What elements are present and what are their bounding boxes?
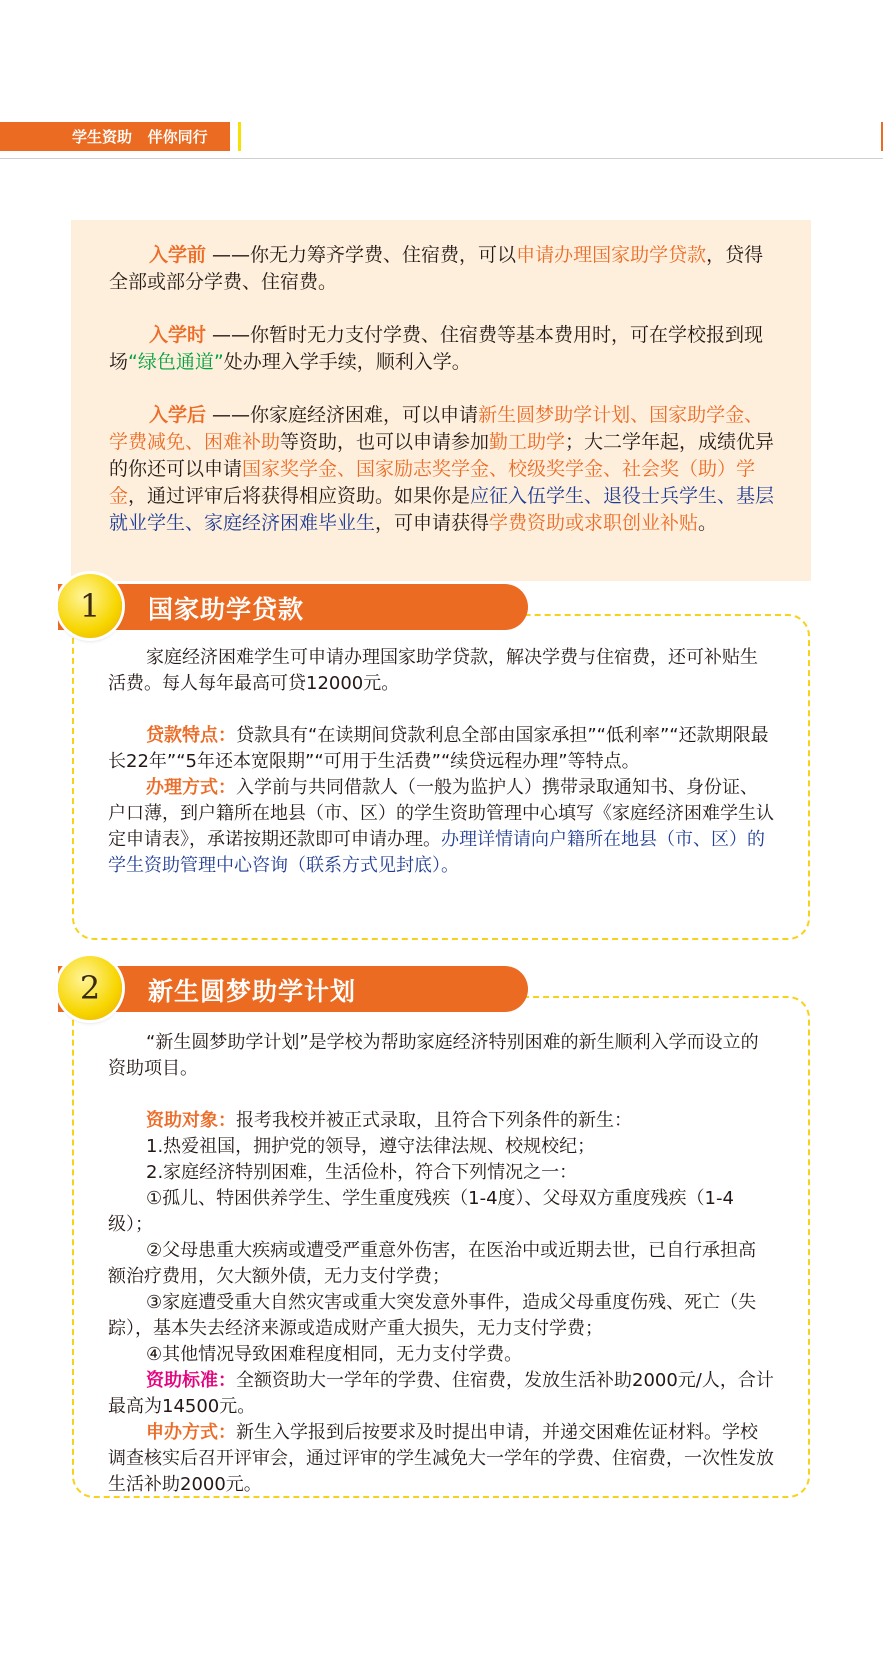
sub-condition-1: ①孤儿、特困供养学生、学生重度残疾（1-4度）、父母双方重度残疾（1-4级）； — [108, 1188, 734, 1235]
condition-1: 1.热爱祖国，拥护党的领导，遵守法律法规、校规校纪； — [146, 1136, 596, 1157]
eligible-groups: 应征入伍学生、退役士兵学生、基层就业学生、家庭经济困难毕业生 — [109, 485, 775, 534]
intro-text: ，通过评审后将获得相应资助。如果你是 — [128, 485, 471, 507]
intro-text: ；大二学年起，成绩优异的你还可以申请 — [109, 431, 775, 480]
intro-text: 。 — [698, 512, 718, 534]
section1-banner — [58, 584, 528, 630]
header-divider — [238, 122, 241, 151]
consult-note: 办理详情请向户籍所在地县（市、区）的学生资助管理中心咨询（联系方式见封底）。 — [108, 829, 765, 876]
procedure-text: 入学前与共同借款人（一般为监护人）携带录取通知书、身份证、户口薄，到户籍所在地县（市、区）的学生资助管理中心填写《家庭经济困难学生认定申请表》，承诺按期还款即可申请办理。 — [108, 777, 774, 850]
section1-body — [108, 645, 774, 879]
section1-features — [108, 723, 774, 775]
target-text: 报考我校并被正式录取，且符合下列条件的新生： — [236, 1110, 632, 1131]
sub-condition-2: ②父母患重大疾病或遭受严重意外伤害，在医治中或近期去世，已自行承担高额治疗费用，欠大额外债，无力支付学费； — [108, 1240, 757, 1287]
label-standard: 资助标准： — [146, 1370, 236, 1391]
section2-application — [108, 1420, 774, 1498]
section2-body — [108, 1030, 774, 1498]
features-text: 贷款具有“在读期间贷款利息全部由国家承担”“低利率”“还款期限最长22年”“5年还本宽限期”“可用于生活费”“续贷远程办理”等特点。 — [108, 725, 769, 772]
intro-box — [71, 220, 811, 581]
sub-condition-3: ③家庭遭受重大自然灾害或重大突发意外事件，造成父母重度伤残、死亡（失踪），基本失去经济来源或造成财产重大损失，无力支付学费； — [108, 1292, 757, 1339]
green-channel: “绿色通道” — [128, 351, 224, 373]
intro-text: 等资助，也可以申请参加 — [280, 431, 490, 453]
section1-procedure — [108, 775, 774, 879]
label-features: 贷款特点： — [146, 725, 236, 746]
scholarships: 国家奖学金、国家励志奖学金、校级奖学金、社会奖（助）学金 — [109, 458, 756, 507]
loan-link: 申请办理国家助学贷款 — [516, 244, 707, 266]
section1-intro: 家庭经济困难学生可申请办理国家助学贷款，解决学费与住宿费，还可补贴生活费。每人每年最高可贷12000元。 — [108, 647, 758, 694]
intro-lead-after: 入学后 — [149, 404, 207, 426]
label-procedure: 办理方式： — [146, 777, 236, 798]
tuition-subsidy: 学费资助或求职创业补贴 — [489, 512, 699, 534]
standard-text: 全额资助大一学年的学费、住宿费，发放生活补助2000元/人，合计最高为14500元。 — [108, 1370, 774, 1417]
intro-text: ——你暂时无力支付学费、住宿费等基本费用时，可在学校报到现场 — [109, 324, 764, 373]
section2-target — [108, 1108, 774, 1134]
header-rule — [0, 158, 883, 159]
intro-paragraph-before — [109, 242, 781, 296]
label-target: 资助对象： — [146, 1110, 236, 1131]
intro-text: ，贷得全部或部分学费、住宿费。 — [109, 244, 764, 293]
intro-lead-before: 入学前 — [149, 244, 207, 266]
work-study: 勤工助学 — [489, 431, 566, 453]
intro-text: ，可申请获得 — [375, 512, 490, 534]
intro-text: ——你家庭经济困难，可以申请 — [206, 404, 479, 426]
intro-paragraph-during — [109, 322, 781, 376]
section2-standard — [108, 1368, 774, 1420]
section2-banner — [58, 966, 528, 1012]
intro-text: ——你无力筹齐学费、住宿费，可以 — [206, 244, 517, 266]
condition-2: 2.家庭经济特别困难，生活俭朴，符合下列情况之一： — [146, 1162, 578, 1183]
aid-items: 新生圆梦助学计划、国家助学金、学费减免、困难补助 — [109, 404, 764, 453]
section1-title: 国家助学贷款 — [148, 595, 305, 624]
label-application: 申办方式： — [146, 1422, 236, 1443]
sub-condition-4: ④其他情况导致困难程度相同，无力支付学费。 — [146, 1344, 523, 1365]
intro-paragraph-after — [109, 402, 781, 537]
intro-lead-during: 入学时 — [149, 324, 207, 346]
section1-number-badge: 1 — [58, 574, 122, 638]
section2-intro: “新生圆梦助学计划”是学校为帮助家庭经济特别困难的新生顺利入学而设立的资助项目。 — [108, 1032, 759, 1079]
intro-text: 处办理入学手续，顺利入学。 — [223, 351, 471, 373]
header-title: 学生资助 伴你同行 — [72, 128, 208, 146]
section2-title: 新生圆梦助学计划 — [148, 977, 357, 1006]
application-text: 新生入学报到后按要求及时提出申请，并递交困难佐证材料。学校调查核实后召开评审会，通过评审的学生减免大一学年的学费、住宿费，一次性发放生活补助2000元。 — [108, 1422, 774, 1495]
section2-number-badge: 2 — [58, 956, 122, 1020]
